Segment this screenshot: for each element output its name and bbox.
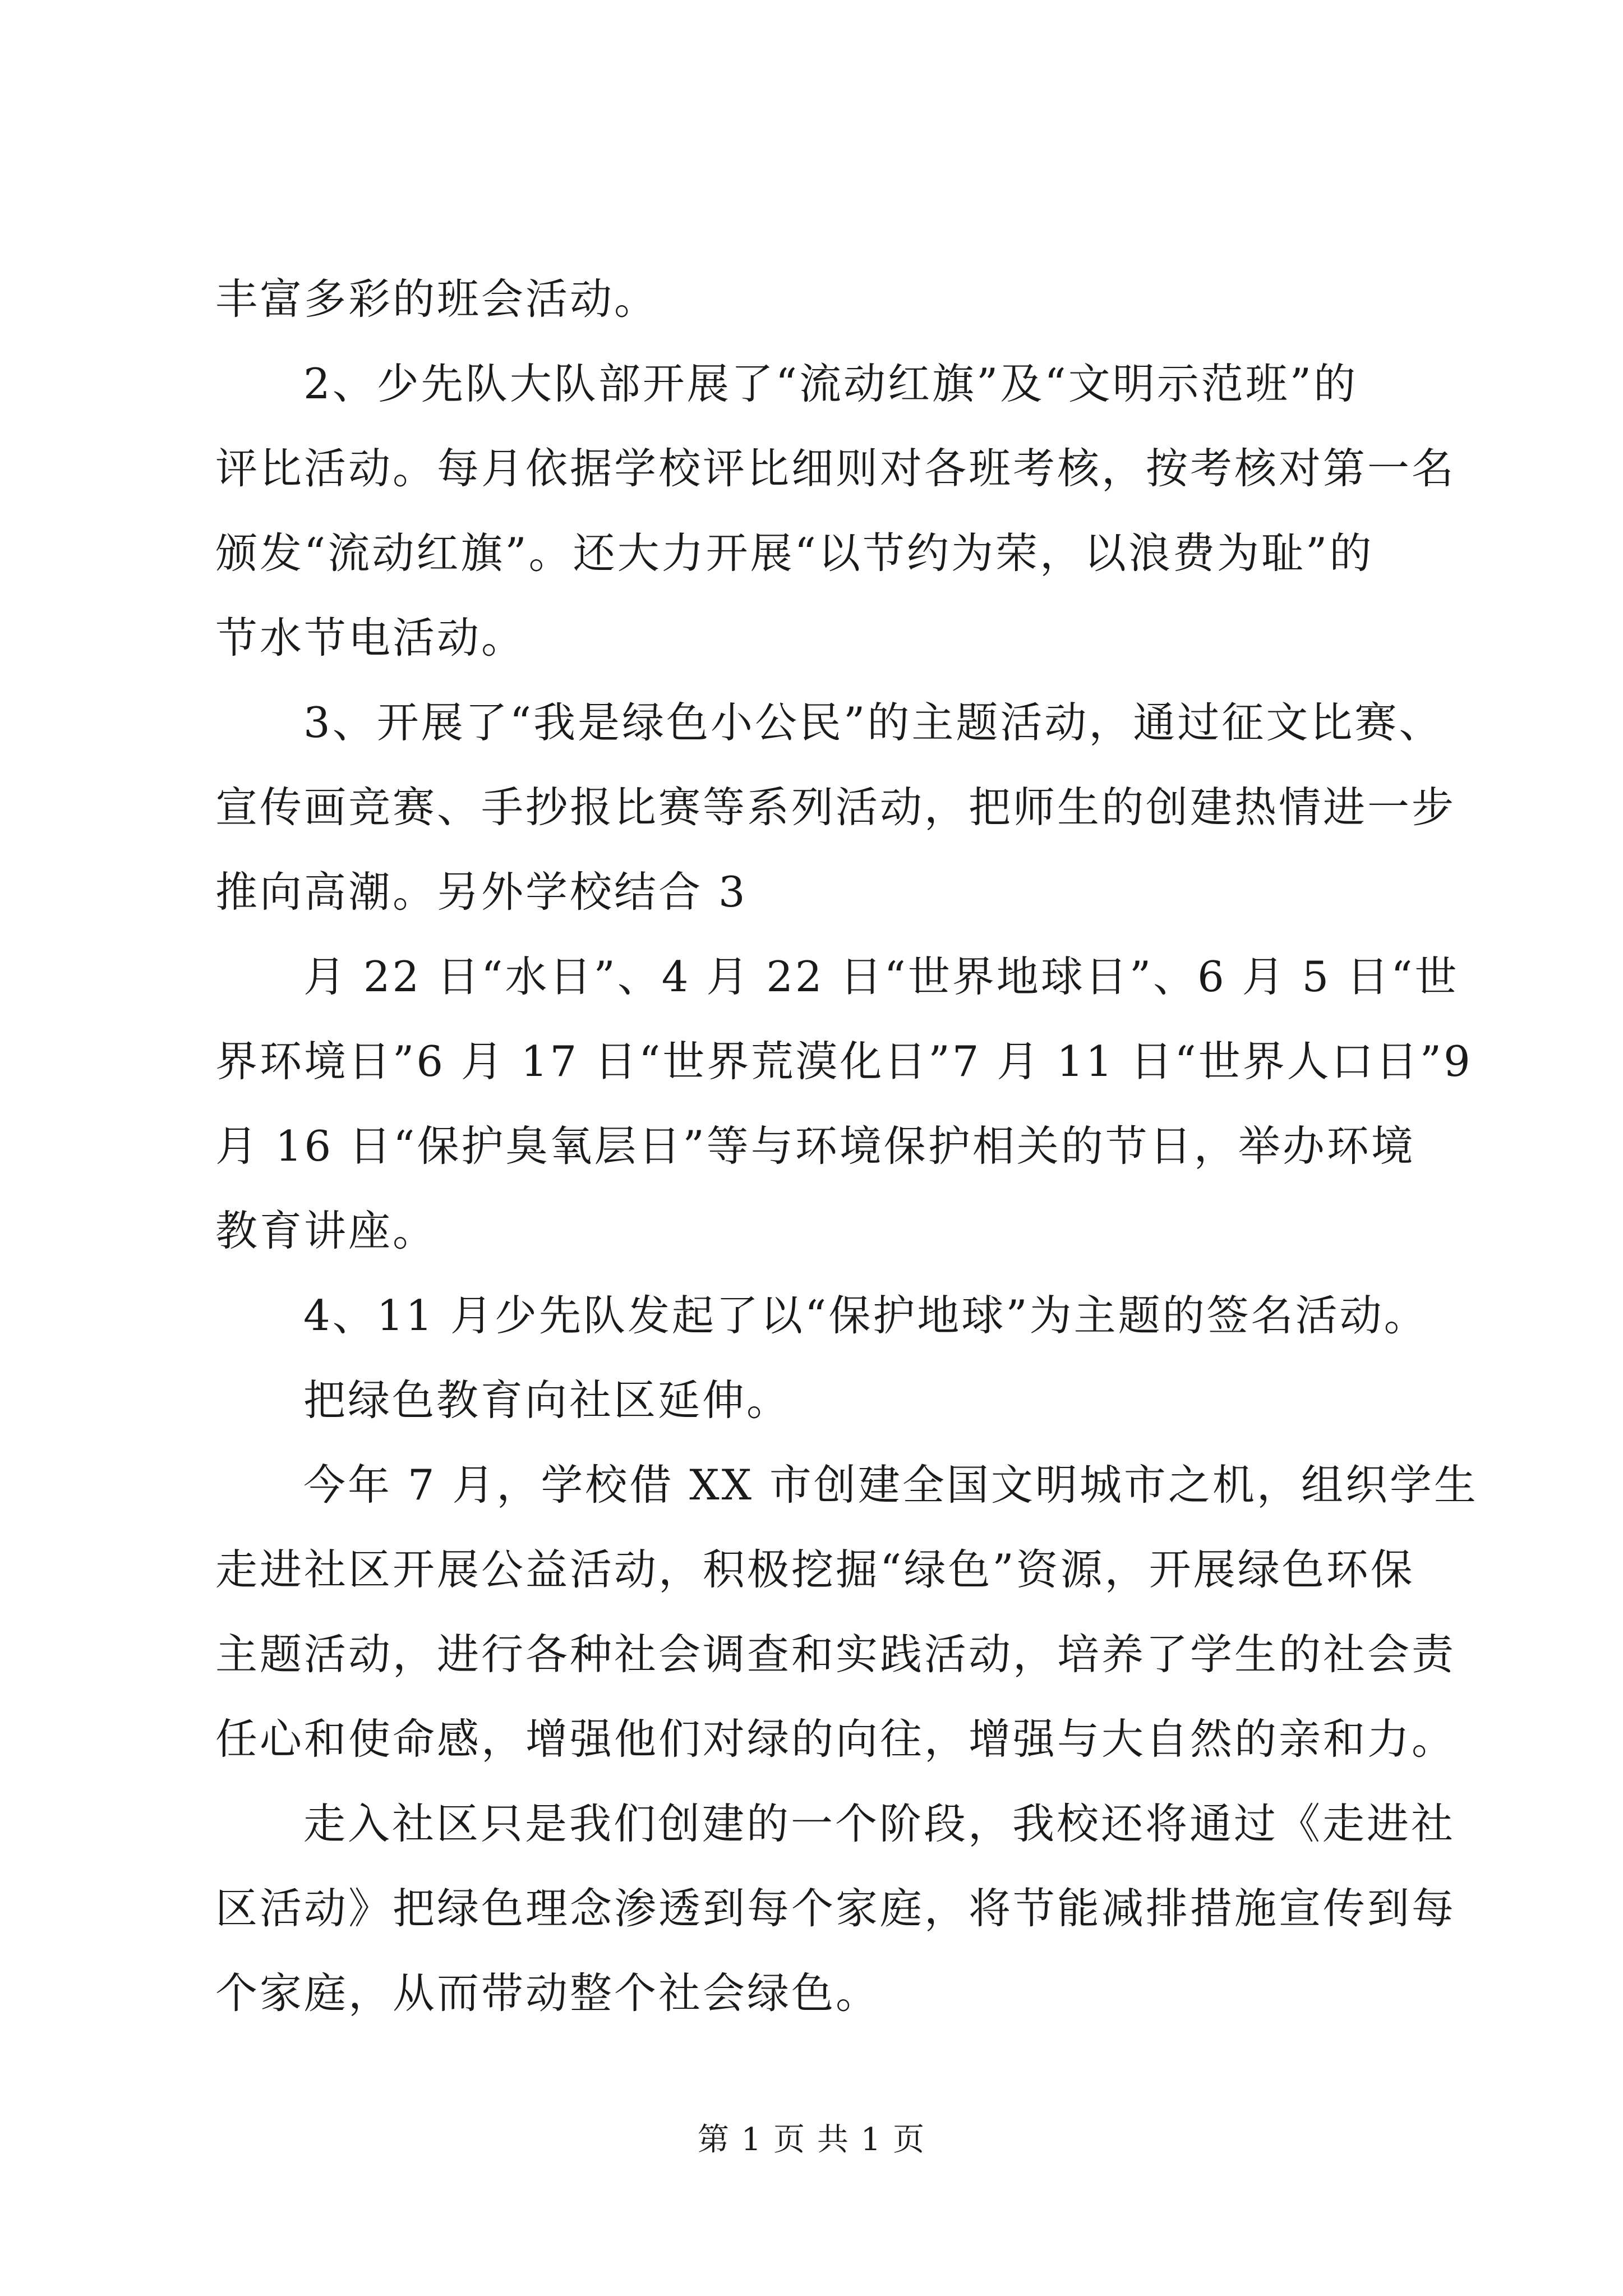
text-line: 教育讲座。	[215, 1206, 437, 1255]
text-line: 推向高潮。另外学校结合 3	[215, 867, 748, 917]
text-line: 今年 7 月，学校借 XX 市创建全国文明城市之机，组织学生	[303, 1460, 1478, 1510]
page-footer	[0, 2115, 1623, 2160]
text-line: 界环境日”6 月 17 日“世界荒漠化日”7 月 11 日“世界人口日”9	[215, 1037, 1473, 1086]
text-line: 4、11 月少先队发起了以“保护地球”为主题的签名活动。	[303, 1291, 1428, 1340]
text-line: 宣传画竞赛、手抄报比赛等系列活动，把师生的创建热情进一步	[215, 783, 1456, 832]
text-line: 2、少先队大队部开展了“流动红旗”及“文明示范班”的	[303, 359, 1358, 408]
text-line: 颁发“流动红旗”。还大力开展“以节约为荣，以浪费为耻”的	[215, 528, 1374, 578]
page-number-label: 第 1 页 共 1 页	[697, 2122, 926, 2158]
text-line: 走进社区开展公益活动，积极挖掘“绿色”资源，开展绿色环保	[215, 1545, 1415, 1594]
text-line: 走入社区只是我们创建的一个阶段，我校还将通过《走进社	[303, 1799, 1456, 1848]
text-line: 丰富多彩的班会活动。	[215, 274, 659, 324]
text-line: 个家庭，从而带动整个社会绿色。	[215, 1968, 880, 2018]
text-line: 主题活动，进行各种社会调查和实践活动，培养了学生的社会责	[215, 1630, 1456, 1679]
document-body	[215, 257, 1478, 2036]
text-line: 区活动》把绿色理念渗透到每个家庭，将节能减排措施宣传到每	[215, 1884, 1456, 1933]
text-line: 把绿色教育向社区延伸。	[303, 1375, 791, 1425]
text-line: 3、开展了“我是绿色小公民”的主题活动，通过征文比赛、	[303, 698, 1444, 747]
text-line: 节水节电活动。	[215, 613, 526, 662]
text-line: 月 16 日“保护臭氧层日”等与环境保护相关的节日，举办环境	[215, 1121, 1415, 1171]
text-line: 月 22 日“水日”、4 月 22 日“世界地球日”、6 月 5 日“世	[303, 952, 1459, 1001]
text-line: 评比活动。每月依据学校评比细则对各班考核，按考核对第一名	[215, 444, 1456, 493]
text-line: 任心和使命感，增强他们对绿的向往，增强与大自然的亲和力。	[215, 1714, 1456, 1764]
